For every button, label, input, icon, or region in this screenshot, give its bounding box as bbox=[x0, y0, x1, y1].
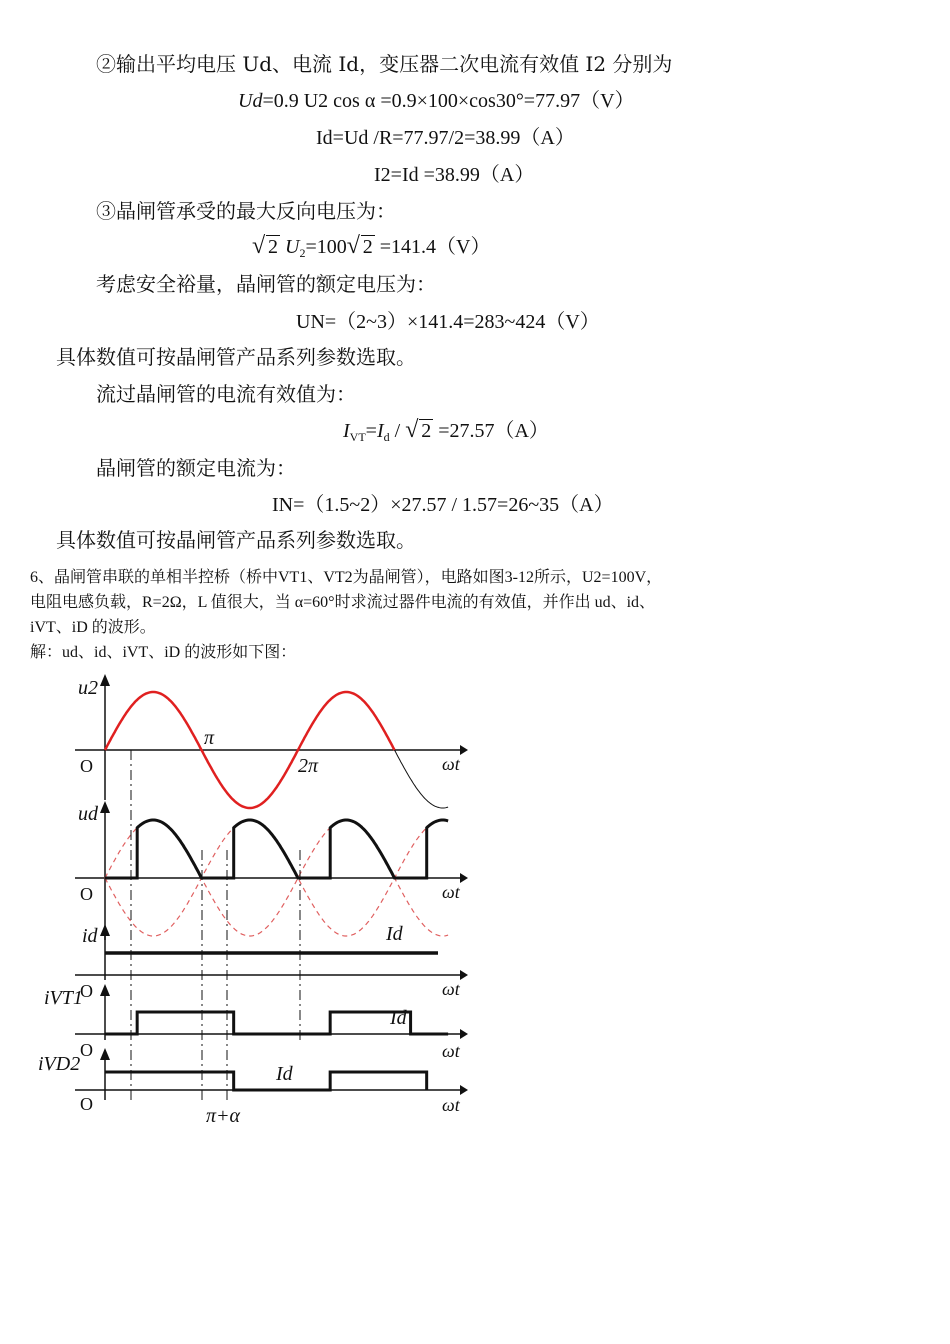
problem-statement-line3: iVT、iD 的波形。 bbox=[30, 619, 156, 636]
ivd2-id-label: Id bbox=[276, 1063, 293, 1085]
u2-x-arrow-icon bbox=[460, 745, 468, 755]
ivd2-x-arrow-icon bbox=[460, 1085, 468, 1095]
two-pi-label: 2π bbox=[298, 755, 319, 777]
ivd2-waveform bbox=[105, 1072, 427, 1090]
equation-vmax: √ 2 $U_2=100√$ 2 =141.4（V） bbox=[252, 230, 490, 261]
ivt-heading: 流过晶闸管的电流有效值为： bbox=[96, 382, 356, 406]
ud-label: ud bbox=[78, 803, 98, 825]
id-panel bbox=[75, 923, 468, 1001]
u2-sine-tail bbox=[395, 750, 449, 808]
item2-heading: ②输出平均电压 Ud、电流 Id，变压器二次电流有效值 I2 分别为 bbox=[96, 52, 673, 76]
rated-current-heading: 晶闸管的额定电流为： bbox=[96, 456, 296, 480]
equation-ivt: $I_{VT}=I_d$ / √ 2 =27.57（A） bbox=[343, 414, 549, 445]
ivt1-panel bbox=[44, 984, 468, 1061]
ud-omega-t-label: ωt bbox=[442, 882, 460, 902]
ud-origin-label: O bbox=[80, 884, 93, 904]
ivt1-y-arrow-icon bbox=[100, 984, 110, 996]
equation-in: IN=（1.5~2）×27.57 / 1.57=26~35（A） bbox=[272, 494, 614, 516]
u2-label: u2 bbox=[78, 677, 98, 699]
u2-y-arrow-icon bbox=[100, 674, 110, 686]
ud-panel bbox=[75, 801, 468, 940]
ivd2-y-arrow-icon bbox=[100, 1048, 110, 1060]
equation-un: UN=（2~3）×141.4=283~424（V） bbox=[296, 311, 600, 333]
ud-x-arrow-icon bbox=[460, 873, 468, 883]
ud-y-arrow-icon bbox=[100, 801, 110, 813]
id-y-arrow-icon bbox=[100, 924, 110, 936]
id-value-label: Id bbox=[386, 923, 403, 945]
ivd2-panel bbox=[38, 1048, 468, 1127]
guide-lines bbox=[131, 750, 300, 1102]
problem-statement-line2: 电阻电感负载，R=2Ω，L 值很大，当 α=60°时求流过器件电流的有效值，并作出 ud、id、 bbox=[30, 594, 656, 611]
waveform-figure bbox=[30, 670, 480, 1140]
safety-margin-text: 考虑安全裕量，晶闸管的额定电压为： bbox=[96, 272, 436, 296]
ivt1-x-arrow-icon bbox=[460, 1029, 468, 1039]
equation-ud: Ud=0.9 U2 cos α =0.9×100×cos30°=77.97（V） bbox=[238, 90, 635, 112]
sqrt-symbol: √ 2 bbox=[405, 420, 433, 443]
id-x-arrow-icon bbox=[460, 970, 468, 980]
ivt1-omega-t-label: ωt bbox=[442, 1041, 460, 1061]
ud-waveform bbox=[105, 820, 448, 878]
ivt1-origin-label: O bbox=[80, 1040, 93, 1060]
answer-line: 解：ud、id、iVT、iD 的波形如下图： bbox=[30, 644, 297, 661]
ivd2-omega-t-label: ωt bbox=[442, 1095, 460, 1115]
sqrt-symbol: √ 2 bbox=[252, 236, 280, 259]
select-note-1: 具体数值可按晶闸管产品系列参数选取。 bbox=[56, 345, 416, 369]
id-label: id bbox=[82, 925, 98, 947]
pi-plus-alpha-label: π+α bbox=[206, 1105, 241, 1127]
sqrt-symbol: √ 2 bbox=[347, 236, 375, 259]
ivd2-origin-label: O bbox=[80, 1094, 93, 1114]
ivt1-label: iVT1 bbox=[44, 987, 83, 1009]
problem-statement-line1: 6、晶闸管串联的单相半控桥（桥中VT1、VT2为晶闸管），电路如图3-12所示，U2=100V， bbox=[30, 569, 663, 586]
equation-id: Id=Ud /R=77.97/2=38.99（A） bbox=[316, 127, 575, 149]
ivd2-label: iVD2 bbox=[38, 1053, 81, 1075]
select-note-2: 具体数值可按晶闸管产品系列参数选取。 bbox=[56, 528, 416, 552]
pi-label: π bbox=[204, 727, 215, 749]
u2-origin-label: O bbox=[80, 756, 93, 776]
item3-heading: ③晶闸管承受的最大反向电压为： bbox=[96, 199, 396, 223]
ivt1-id-label: Id bbox=[390, 1007, 407, 1029]
id-omega-t-label: ωt bbox=[442, 979, 460, 999]
u2-omega-t-label: ωt bbox=[442, 754, 460, 774]
equation-i2: I2=Id =38.99（A） bbox=[374, 164, 535, 186]
u2-panel bbox=[75, 674, 468, 808]
id-origin-label: O bbox=[80, 981, 93, 1001]
